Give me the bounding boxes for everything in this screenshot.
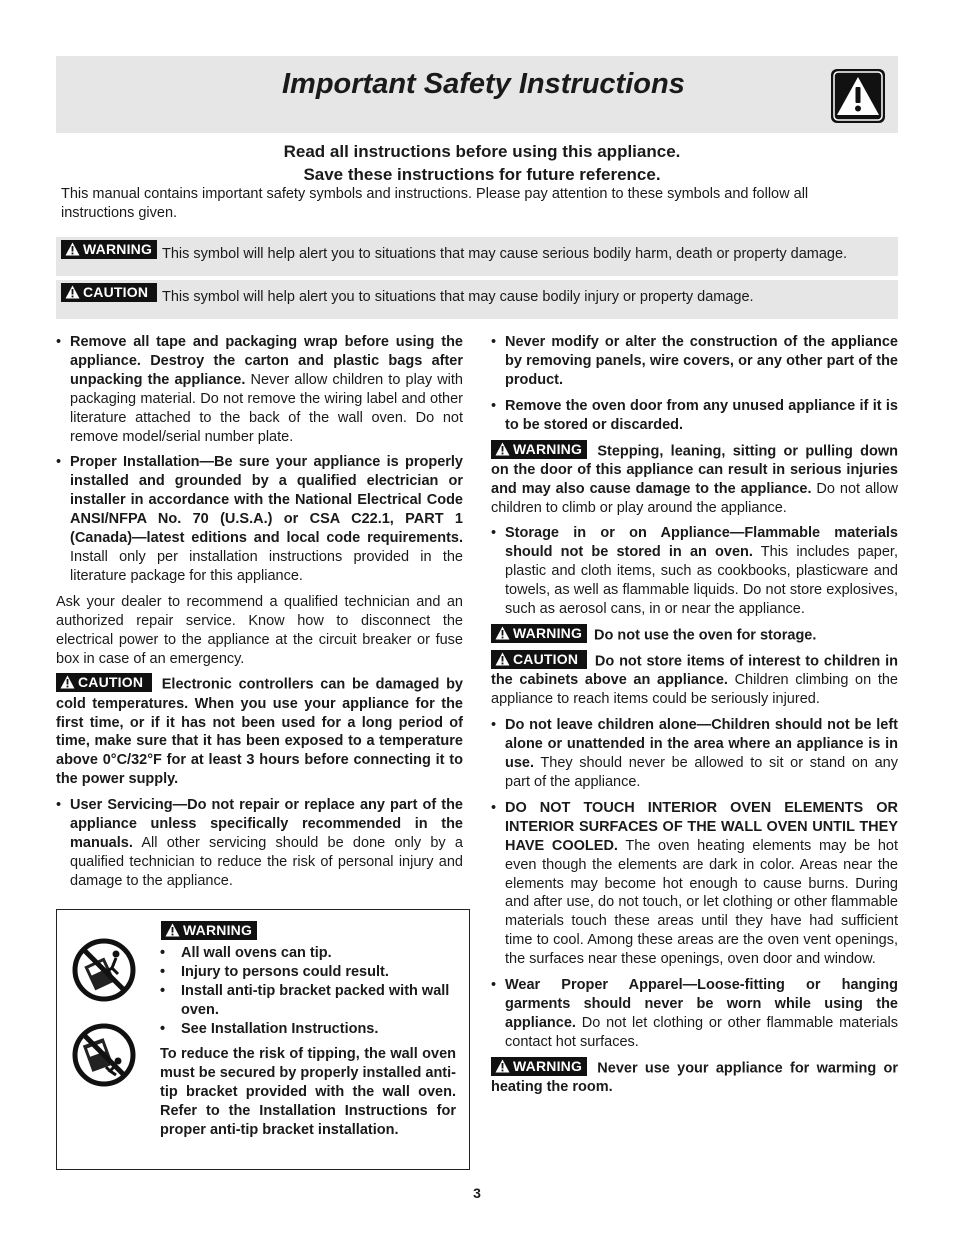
caution-badge: CAUTION: [56, 673, 152, 692]
intro-text: This manual contains important safety symbols and instructions. Please pay attention to these symbols and follow all instructions given.: [61, 186, 809, 221]
alert-triangle-icon: [165, 923, 180, 937]
page-title: Important Safety Instructions: [282, 68, 685, 100]
warning-badge: [61, 240, 157, 259]
no-tipping-icon: [72, 938, 136, 1002]
warning-badge-label: WARNING: [83, 241, 153, 257]
caution-badge-label: CAUTION: [83, 284, 149, 300]
alert-triangle-icon: [495, 1059, 510, 1073]
warning-symbol-text: This symbol will help alert you to situations that may cause serious bodily harm, death or property damage.: [162, 246, 848, 262]
caution-paragraph: CAUTION Do not store items of interest to children in the cabinets above an appliance. Children climbing on the appliance to reach items could be seriously injured.: [491, 651, 898, 708]
alert-triangle-icon: [495, 626, 510, 640]
lead-line-2: Save these instructions for future reference.: [303, 165, 661, 184]
warning-badge: WARNING: [491, 624, 587, 643]
list-item: • User Servicing—Do not repair or replace any part of the appliance unless specifically recommended in the manuals. All other servicing should be done only by a qualified technician to reduce the risk of personal injury and damage to the appliance.: [56, 796, 463, 891]
lead-line-1: Read all instructions before using this appliance.: [283, 142, 681, 161]
list-item: • Do not leave children alone—Children should not be left alone or unattended in the area where an appliance is in use. They should never be allowed to sit or stand on any part of the appliance.: [491, 716, 898, 792]
alert-triangle-icon: [495, 442, 510, 456]
no-climbing-icon: [72, 1023, 136, 1087]
caution-symbol-band: [56, 280, 898, 319]
list-item: • Storage in or on Appliance—Flammable materials should not be stored in an oven. This includes paper, plastic and cloth items, such as cookbooks, plasticware and towels, as well as flammable liquids. Do not store explosives, such as aerosol cans, in or near the appliance.: [491, 524, 898, 619]
caution-symbol-text: This symbol will help alert you to situations that may cause bodily injury or property damage.: [162, 289, 754, 305]
alert-triangle-icon: [65, 285, 80, 299]
caution-badge: CAUTION: [491, 650, 587, 669]
warning-paragraph: WARNING Stepping, leaning, sitting or pulling down on the door of this appliance can result in serious injuries and may also cause damage to the appliance. Do not allow children to climb or play around the appliance.: [491, 440, 899, 516]
right-column: [491, 333, 898, 1104]
warning-paragraph: WARNING Do not use the oven for storage.: [491, 626, 898, 645]
list-item: • Proper Installation—Be sure your appliance is properly installed and grounded by a qualified electrician or installer in accordance with the National Electrical Code ANSI/NFPA No. 70 (U.S.A.) or CSA C22.1, PART 1 (Canada)—latest editions and local code requirements. Install only per installation instructions provided in the literature package for this appliance.: [56, 453, 463, 585]
list-item: • Injury to persons could result.: [160, 963, 456, 982]
warning-badge: WARNING: [161, 921, 257, 940]
caution-paragraph: CAUTION Electronic controllers can be damaged by cold temperatures. When you use your appliance for the first time, or if it has not been used for a long period of time, make sure that it has been exposed to a temperature above 0°C/32°F for at least 3 hours before connecting it to the power supply.: [56, 674, 464, 788]
list-item: • Wear Proper Apparel—Loose-fitting or hanging garments should never be worn while using the appliance. Do not let clothing or other flammable materials contact hot surfaces.: [491, 976, 898, 1052]
warning-triangle-icon: [830, 68, 886, 124]
left-column: [56, 333, 463, 898]
list-item: • All wall ovens can tip.: [160, 944, 456, 963]
caution-badge: [61, 283, 157, 302]
alert-triangle-icon: [65, 242, 80, 256]
anti-tip-list: [160, 944, 456, 1039]
alert-triangle-icon: [60, 675, 75, 689]
header-band: [56, 56, 898, 133]
warning-paragraph: WARNING Never use your appliance for warming or heating the room.: [491, 1057, 898, 1095]
list-item: • DO NOT TOUCH INTERIOR OVEN ELEMENTS OR INTERIOR SURFACES OF THE WALL OVEN UNTIL THEY HAVE COOLED. The oven heating elements may be hot even though the elements are dark in color. Areas near the elements may become hot enough to cause burns. During and after use, do not touch, or let clothing or other flammable materials touch these areas until they have had sufficient time to cool. Among these areas are the oven vent openings, the surfaces near these openings, oven door and window.: [491, 799, 898, 969]
warning-badge: WARNING: [491, 1057, 587, 1076]
warning-badge: WARNING: [491, 440, 587, 459]
list-item: • Remove the oven door from any unused appliance if it is to be stored or discarded.: [491, 397, 898, 435]
list-item: • Remove all tape and packaging wrap before using the appliance. Destroy the carton and plastic bags after unpacking the appliance. Never allow children to play with packaging material. Do not remove the wiring label and other literature attached to the back of the wall oven. Do not remove model/serial number plate.: [56, 333, 463, 446]
dealer-paragraph: Ask your dealer to recommend a qualified technician and an authorized repair service. Know how to disconnect the electrical power to the appliance at the circuit breaker or fuse box in case of an emergency.: [56, 593, 463, 667]
anti-tip-note: To reduce the risk of tipping, the wall oven must be secured by properly installed anti-tip bracket provided with the wall oven. Refer to the Installation Instructions for proper anti-tip bracket installation.: [160, 1046, 456, 1138]
alert-triangle-icon: [495, 652, 510, 666]
page-number: 3: [473, 1185, 481, 1201]
list-item: • Never modify or alter the construction of the appliance by removing panels, wire covers, or any other part of the product.: [491, 333, 898, 390]
anti-tip-warning-box: [56, 909, 470, 1170]
warning-symbol-band: [56, 237, 898, 276]
list-item: • See Installation Instructions.: [160, 1020, 456, 1039]
list-item: • Install anti-tip bracket packed with wall oven.: [160, 982, 456, 1020]
